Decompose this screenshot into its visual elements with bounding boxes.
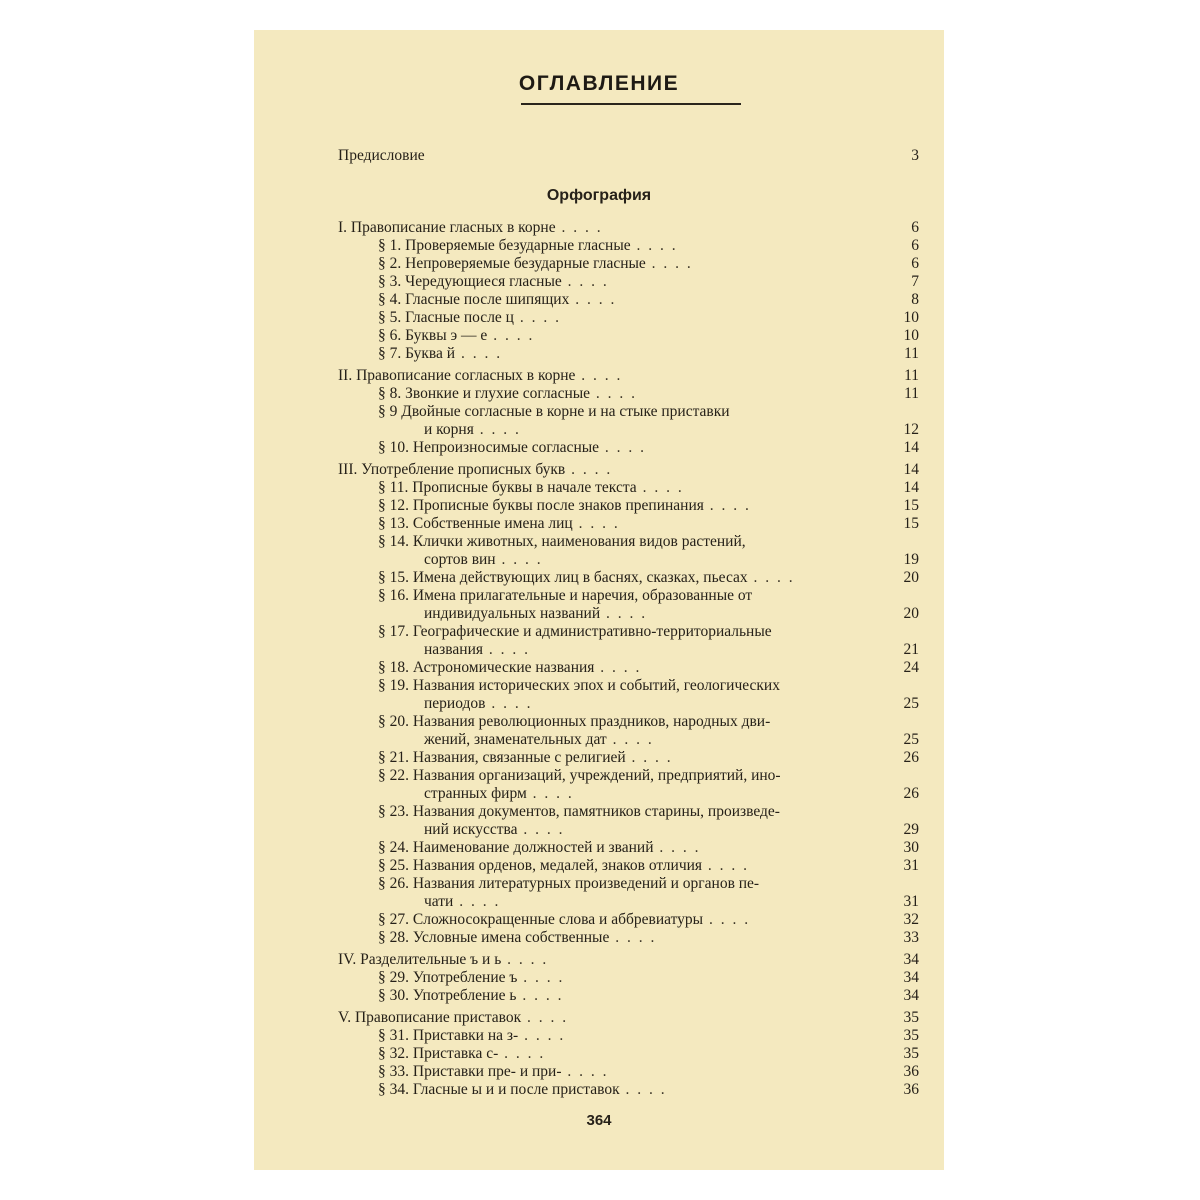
leader-dots: . . . . — [516, 987, 564, 1004]
leader-dots: . . . . — [747, 569, 795, 586]
toc-page-number: 24 — [903, 659, 919, 676]
toc-section — [338, 367, 863, 385]
toc-item — [378, 929, 863, 947]
toc-item — [378, 385, 863, 403]
toc-preface — [338, 147, 863, 165]
leader-dots: . . . . — [455, 345, 503, 362]
leader-dots: . . . . — [565, 461, 613, 478]
toc-item — [378, 291, 863, 309]
toc-page-number: 36 — [903, 1063, 919, 1080]
toc-item — [378, 623, 863, 641]
toc-entry-text: § 8. Звонкие и глухие согласные — [378, 385, 591, 402]
toc-entry-text: § 5. Гласные после ц — [378, 309, 514, 326]
toc-entry-text: § 6. Буквы э — е — [378, 327, 488, 344]
toc-item-continued — [424, 421, 864, 439]
page-number: 364 — [586, 1112, 612, 1129]
leader-dots: . . . . — [487, 327, 535, 344]
leader-dots: . . . . — [473, 421, 521, 438]
leader-dots: . . . . — [630, 237, 678, 254]
toc-item-continued — [424, 821, 864, 839]
title-underline — [521, 103, 741, 105]
toc-item — [378, 839, 863, 857]
leader-dots: . . . . — [619, 1081, 667, 1098]
toc-page-number: 6 — [911, 255, 919, 272]
leader-dots: . . . . — [569, 291, 617, 308]
toc-entry-text: § 15. Имена действующих лиц в баснях, сказках, пьесах — [378, 569, 748, 586]
toc-page-number: 20 — [903, 569, 919, 586]
page-title: ОГЛАВЛЕНИЕ — [518, 72, 680, 95]
toc-item — [378, 1045, 863, 1063]
leader-dots: . . . . — [495, 551, 543, 568]
toc-item-continued — [424, 785, 864, 803]
toc-entry-text: индивидуальных названий — [424, 605, 601, 622]
toc-entry-text: § 20. Названия революционных праздников, народных дви- — [378, 713, 771, 730]
toc-entry-text: § 23. Названия документов, памятников старины, произведе- — [378, 803, 780, 820]
toc-page-number: 35 — [903, 1027, 919, 1044]
toc-page-number: 19 — [903, 551, 919, 568]
toc-item — [378, 309, 863, 327]
toc-item — [378, 911, 863, 929]
leader-dots: . . . . — [590, 385, 638, 402]
toc-entry-text: § 31. Приставки на з- — [378, 1027, 519, 1044]
toc-entry-text: I. Правописание гласных в корне — [338, 219, 556, 236]
toc-entry-text: странных фирм — [424, 785, 527, 802]
toc-entry-text: сортов вин — [424, 551, 496, 568]
toc-entry-text: § 7. Буква й — [378, 345, 456, 362]
toc-item — [378, 587, 863, 605]
leader-dots: . . . . — [600, 605, 648, 622]
toc-entry-text: § 21. Названия, связанные с религией — [378, 749, 626, 766]
leader-dots: . . . . — [702, 857, 750, 874]
toc-entry-text: § 26. Названия литературных произведений и органов пе- — [378, 875, 760, 892]
leader-dots: . . . . — [645, 255, 693, 272]
leader-dots: . . . . — [599, 439, 647, 456]
toc-page-number: 15 — [903, 497, 919, 514]
toc-page-number: 29 — [903, 821, 919, 838]
preface-label: Предисловие — [338, 147, 425, 164]
book-page — [254, 30, 944, 1170]
toc-item — [378, 749, 863, 767]
leader-dots: . . . . — [575, 367, 623, 384]
toc-entry-text: жений, знаменательных дат — [424, 731, 607, 748]
toc-item — [378, 987, 863, 1005]
toc-item-continued — [424, 731, 864, 749]
toc-item-continued — [424, 893, 864, 911]
toc-entry-text: § 1. Проверяемые безударные гласные — [378, 237, 631, 254]
toc-entry-text: § 24. Наименование должностей и званий — [378, 839, 654, 856]
toc-section — [338, 951, 863, 969]
leader-dots: . . . . — [561, 1063, 609, 1080]
toc-item — [378, 273, 863, 291]
toc-entry-text: § 30. Употребление ь — [378, 987, 517, 1004]
toc-page-number: 11 — [904, 385, 919, 402]
leader-dots: . . . . — [594, 659, 642, 676]
leader-dots: . . . . — [521, 1009, 569, 1026]
toc-page-number: 20 — [903, 605, 919, 622]
toc-item — [378, 875, 863, 893]
toc-item — [378, 327, 863, 345]
toc-item — [378, 857, 863, 875]
toc-item — [378, 497, 863, 515]
toc-item — [378, 1063, 863, 1081]
toc-page-number: 35 — [903, 1045, 919, 1062]
toc-entry-text: § 19. Названия исторических эпох и событий, геологических — [378, 677, 780, 694]
toc-entry-text: § 28. Условные имена собственные — [378, 929, 610, 946]
toc-entry-text: V. Правописание приставок — [338, 1009, 522, 1026]
leader-dots: . . . . — [703, 911, 751, 928]
toc-page-number: 21 — [903, 641, 919, 658]
toc-entry-text: ний искусства — [424, 821, 518, 838]
toc-entry-text: § 25. Названия орденов, медалей, знаков отличия — [378, 857, 703, 874]
toc-page-number: 25 — [903, 695, 919, 712]
toc-item — [378, 439, 863, 457]
toc-page-number: 34 — [903, 951, 919, 968]
toc-entry-text: § 29. Употребление ъ — [378, 969, 518, 986]
toc-item — [378, 533, 863, 551]
toc-entry-text: названия — [424, 641, 484, 658]
leader-dots: . . . . — [513, 309, 561, 326]
leader-dots: . . . . — [606, 731, 654, 748]
leader-dots: . . . . — [517, 969, 565, 986]
toc-item — [378, 255, 863, 273]
toc-page-number: 12 — [903, 421, 919, 438]
toc-entry-text: § 9 Двойные согласные в корне и на стыке приставки — [378, 403, 730, 420]
leader-dots: . . . . — [653, 839, 701, 856]
leader-dots: . . . . — [572, 515, 620, 532]
toc-page-number: 32 — [903, 911, 919, 928]
toc-page-number: 14 — [903, 461, 919, 478]
toc-entry-text: § 11. Прописные буквы в начале текста — [378, 479, 637, 496]
toc-entry-text: § 32. Приставка с- — [378, 1045, 499, 1062]
toc-entry-text: § 12. Прописные буквы после знаков препинания — [378, 497, 704, 514]
toc-item — [378, 1027, 863, 1045]
toc-page-number: 15 — [903, 515, 919, 532]
toc-item — [378, 403, 863, 421]
toc-item — [378, 659, 863, 677]
leader-dots: . . . . — [703, 497, 751, 514]
toc-item — [378, 677, 863, 695]
toc-page-number: 36 — [903, 1081, 919, 1098]
toc-page-number: 34 — [903, 987, 919, 1004]
toc-page-number: 6 — [911, 237, 919, 254]
leader-dots: . . . . — [485, 695, 533, 712]
toc-page-number: 11 — [904, 345, 919, 362]
toc-page-number: 33 — [903, 929, 919, 946]
toc-page-number: 10 — [903, 309, 919, 326]
leader-dots: . . . . — [636, 479, 684, 496]
toc-entry-text: § 13. Собственные имена лиц — [378, 515, 573, 532]
toc-item-continued — [424, 605, 864, 623]
toc-item — [378, 969, 863, 987]
toc-page-number: 8 — [911, 291, 919, 308]
toc-entry-text: § 27. Сложносокращенные слова и аббревиатуры — [378, 911, 704, 928]
toc-item — [378, 713, 863, 731]
toc-page-number: 14 — [903, 439, 919, 456]
toc-section — [338, 219, 863, 237]
toc-item — [378, 767, 863, 785]
preface-page: 3 — [911, 147, 919, 164]
toc-entry-text: III. Употребление прописных букв — [338, 461, 566, 478]
toc-page-number: 6 — [911, 219, 919, 236]
toc-item — [378, 345, 863, 363]
toc-entry-text: и корня — [424, 421, 474, 438]
toc-entry-text: § 16. Имена прилагательные и наречия, образованные от — [378, 587, 753, 604]
toc-entry-text: § 10. Непроизносимые согласные — [378, 439, 600, 456]
toc-section — [338, 461, 863, 479]
leader-dots: . . . . — [517, 821, 565, 838]
toc-entry-text: периодов — [424, 695, 486, 712]
toc-item — [378, 1081, 863, 1099]
toc-page-number: 14 — [903, 479, 919, 496]
leader-dots: . . . . — [501, 951, 549, 968]
leader-dots: . . . . — [518, 1027, 566, 1044]
toc-entry-text: § 3. Чередующиеся гласные — [378, 273, 562, 290]
toc-page-number: 31 — [903, 857, 919, 874]
toc-page-number: 34 — [903, 969, 919, 986]
toc-item-continued — [424, 641, 864, 659]
leader-dots: . . . . — [609, 929, 657, 946]
toc-item — [378, 479, 863, 497]
toc-page-number: 7 — [911, 273, 919, 290]
toc-page-number: 35 — [903, 1009, 919, 1026]
toc-entry-text: § 33. Приставки пре- и при- — [378, 1063, 562, 1080]
leader-dots: . . . . — [555, 219, 603, 236]
toc-entry-text: II. Правописание согласных в корне — [338, 367, 576, 384]
leader-dots: . . . . — [561, 273, 609, 290]
toc-entry-text: § 2. Непроверяемые безударные гласные — [378, 255, 646, 272]
toc-page-number: 25 — [903, 731, 919, 748]
toc-entry-text: § 14. Клички животных, наименования видов растений, — [378, 533, 746, 550]
toc-page-number: 26 — [903, 785, 919, 802]
leader-dots: . . . . — [625, 749, 673, 766]
part-heading: Орфография — [546, 187, 652, 204]
toc-entry-text: § 18. Астрономические названия — [378, 659, 595, 676]
toc-entry-text: IV. Разделительные ъ и ь — [338, 951, 502, 968]
toc-section — [338, 1009, 863, 1027]
toc-item — [378, 569, 863, 587]
toc-page-number: 31 — [903, 893, 919, 910]
toc-entry-text: § 34. Гласные ы и и после приставок — [378, 1081, 620, 1098]
toc-item — [378, 237, 863, 255]
toc-item — [378, 803, 863, 821]
leader-dots: . . . . — [483, 641, 531, 658]
leader-dots: . . . . — [453, 893, 501, 910]
toc-item-continued — [424, 695, 864, 713]
toc-entry-text: § 22. Названия организаций, учреждений, предприятий, ино- — [378, 767, 781, 784]
toc-page-number: 10 — [903, 327, 919, 344]
leader-dots: . . . . — [526, 785, 574, 802]
leader-dots: . . . . — [498, 1045, 546, 1062]
toc-entry-text: чати — [424, 893, 454, 910]
toc-entry-text: § 17. Географические и административно-территориальные — [378, 623, 772, 640]
toc-page-number: 26 — [903, 749, 919, 766]
toc-item-continued — [424, 551, 864, 569]
toc-item — [378, 515, 863, 533]
toc-entry-text: § 4. Гласные после шипящих — [378, 291, 570, 308]
toc-page-number: 11 — [904, 367, 919, 384]
toc-page-number: 30 — [903, 839, 919, 856]
